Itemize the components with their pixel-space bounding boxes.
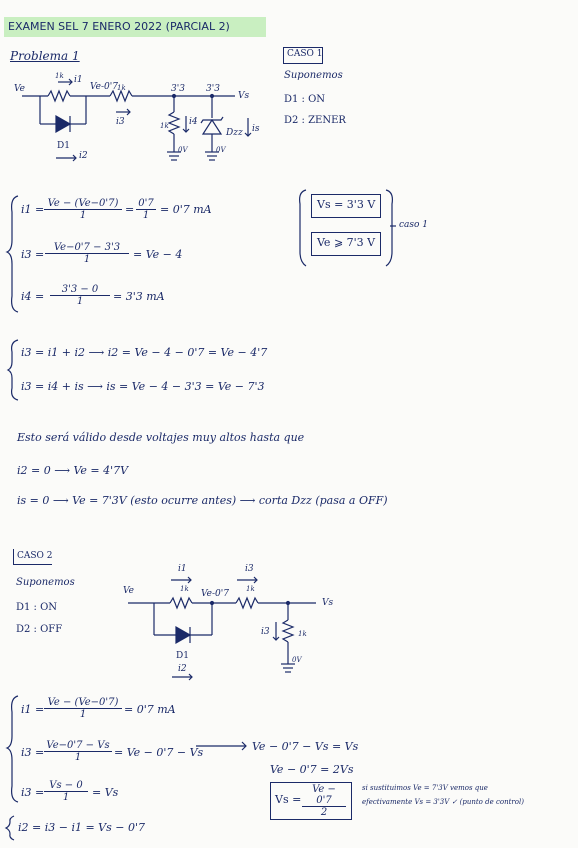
- c2-i3-frac: [44, 740, 112, 763]
- validity-text: Esto será válido desde voltajes muy altos hasta que: [17, 431, 305, 444]
- c2-i1-num: Ve − (Ve−0'7): [44, 697, 122, 709]
- case1-d2: D2 : ZENER: [284, 115, 346, 126]
- cond-vs: Vs = 3'3 V: [317, 198, 376, 211]
- note-line1: si sustituimos Ve = 7'3V vemos que: [362, 784, 488, 792]
- c1-i4-den: 1: [76, 296, 84, 307]
- c1-v1: 3'3: [171, 84, 185, 94]
- c2-ve: Ve: [123, 586, 134, 596]
- c1-i1-den: 1: [79, 210, 87, 221]
- c1-i1-res: = 0'7 mA: [160, 203, 212, 216]
- c1-i4-num: 3'3 − 0: [50, 284, 110, 296]
- kcl-line1: i3 = i1 + i2 ⟶ i2 = Ve − 4 − 0'7 = Ve − 4'7: [21, 346, 268, 359]
- c1-i1-num: Ve − (Ve−0'7): [44, 198, 122, 210]
- c2-i3b: i3: [261, 627, 270, 637]
- c1-ov1: 0V: [178, 146, 188, 154]
- sol-box-lhs: Vs =: [275, 793, 302, 806]
- c1-i3-num: Ve−0'7 − 3'3: [45, 242, 129, 254]
- c1-i4: i4: [189, 117, 198, 127]
- c2-r2: 1k: [246, 585, 255, 593]
- c1-r2: 1k: [117, 84, 126, 92]
- c1-r1: 1k: [55, 72, 64, 80]
- kcl-line2: i3 = i4 + is ⟶ is = Ve − 4 − 3'3 = Ve − 7'3: [21, 380, 265, 393]
- c2-i3-res: = Ve − 0'7 − Vs: [114, 746, 204, 759]
- c1-i3: i3: [116, 117, 125, 127]
- c2-i2: i2: [178, 664, 187, 674]
- c2-i3b-den: 1: [62, 792, 70, 803]
- c1-i1-mid: =: [125, 203, 135, 216]
- case2-assume: Suponemos: [16, 577, 75, 588]
- c2-d1: D1: [176, 651, 189, 661]
- c1-node: Ve-0'7: [90, 82, 118, 92]
- limit-line1: i2 = 0 ⟶ Ve = 4'7V: [17, 464, 129, 477]
- note-line2: efectivamente Vs = 3'3V ✓ (punto de control): [362, 798, 524, 806]
- c1-i4-res: = 3'3 mA: [113, 290, 165, 303]
- c2-i1-den: 1: [79, 709, 87, 720]
- c2-i3b-frac: [44, 780, 88, 803]
- c1-i3-den: 1: [83, 254, 91, 265]
- c1-ov2: 0V: [216, 146, 226, 154]
- exam-title: EXAMEN SEL 7 ENERO 2022 (PARCIAL 2): [8, 20, 230, 33]
- c1-i3-res: = Ve − 4: [133, 248, 183, 261]
- c1-r3: 1k: [160, 122, 169, 130]
- sol-line1: Ve − 0'7 − Vs = Vs: [252, 740, 359, 753]
- c2-i3-lhs: i3 =: [21, 746, 45, 759]
- sol-box-frac: [302, 784, 346, 818]
- c1-dz: Dzz: [226, 128, 243, 138]
- c1-vs: Vs: [238, 91, 250, 101]
- c2-i1: i1: [178, 564, 187, 574]
- c2-i1-res: = 0'7 mA: [124, 703, 176, 716]
- c2-r1: 1k: [180, 585, 189, 593]
- c2-i1-lhs: i1 =: [21, 703, 45, 716]
- case1-assume: Suponemos: [284, 70, 343, 81]
- c1-i1: i1: [74, 75, 83, 85]
- limit-line2: is = 0 ⟶ Ve = 7'3V (esto ocurre antes) ⟶ corta Dzz (pasa a OFF): [17, 494, 388, 507]
- c2-i3-num: Ve−0'7 − Vs: [44, 740, 112, 752]
- case1-d1: D1 : ON: [284, 94, 326, 105]
- c1-i4-lhs: i4 =: [21, 290, 45, 303]
- sol-box-den: 2: [320, 807, 328, 818]
- c1-i2: i2: [79, 151, 88, 161]
- c2-r3: 1k: [298, 630, 307, 638]
- c2-i3b-res: = Vs: [92, 786, 119, 799]
- case1-label: CASO 1: [287, 49, 323, 59]
- c1-v2: 3'3: [206, 84, 220, 94]
- c1-i1-den2: 1: [142, 210, 150, 221]
- i2-equation: i2 = i3 − i1 = Vs − 0'7: [18, 821, 145, 834]
- c2-node: Ve-0'7: [201, 589, 229, 599]
- cond-label: caso 1: [399, 220, 429, 230]
- c2-i3b-num: Vs − 0: [44, 780, 88, 792]
- c2-vs: Vs: [322, 598, 334, 608]
- c1-ve: Ve: [14, 84, 25, 94]
- c2-i3-den: 1: [74, 752, 82, 763]
- c1-i3-lhs: i3 =: [21, 248, 45, 261]
- c2-i3: i3: [245, 564, 254, 574]
- c2-ov: 0V: [292, 656, 302, 664]
- problem-title: Problema 1: [10, 49, 80, 63]
- case2-d2: D2 : OFF: [16, 624, 63, 635]
- sol-box-num: Ve − 0'7: [302, 784, 346, 807]
- case2-label: CASO 2: [17, 551, 53, 561]
- c1-is: is: [252, 124, 260, 134]
- c2-i1-frac: [44, 697, 122, 720]
- c1-d1: D1: [57, 141, 70, 151]
- c1-i1-num2: 0'7: [136, 198, 156, 210]
- case2-d1: D1 : ON: [16, 602, 58, 613]
- c2-i3b-lhs: i3 =: [21, 786, 45, 799]
- sol-line2: Ve − 0'7 = 2Vs: [270, 763, 354, 776]
- cond-ve: Ve ⩾ 7'3 V: [317, 236, 376, 249]
- c1-i1-lhs: i1 =: [21, 203, 45, 216]
